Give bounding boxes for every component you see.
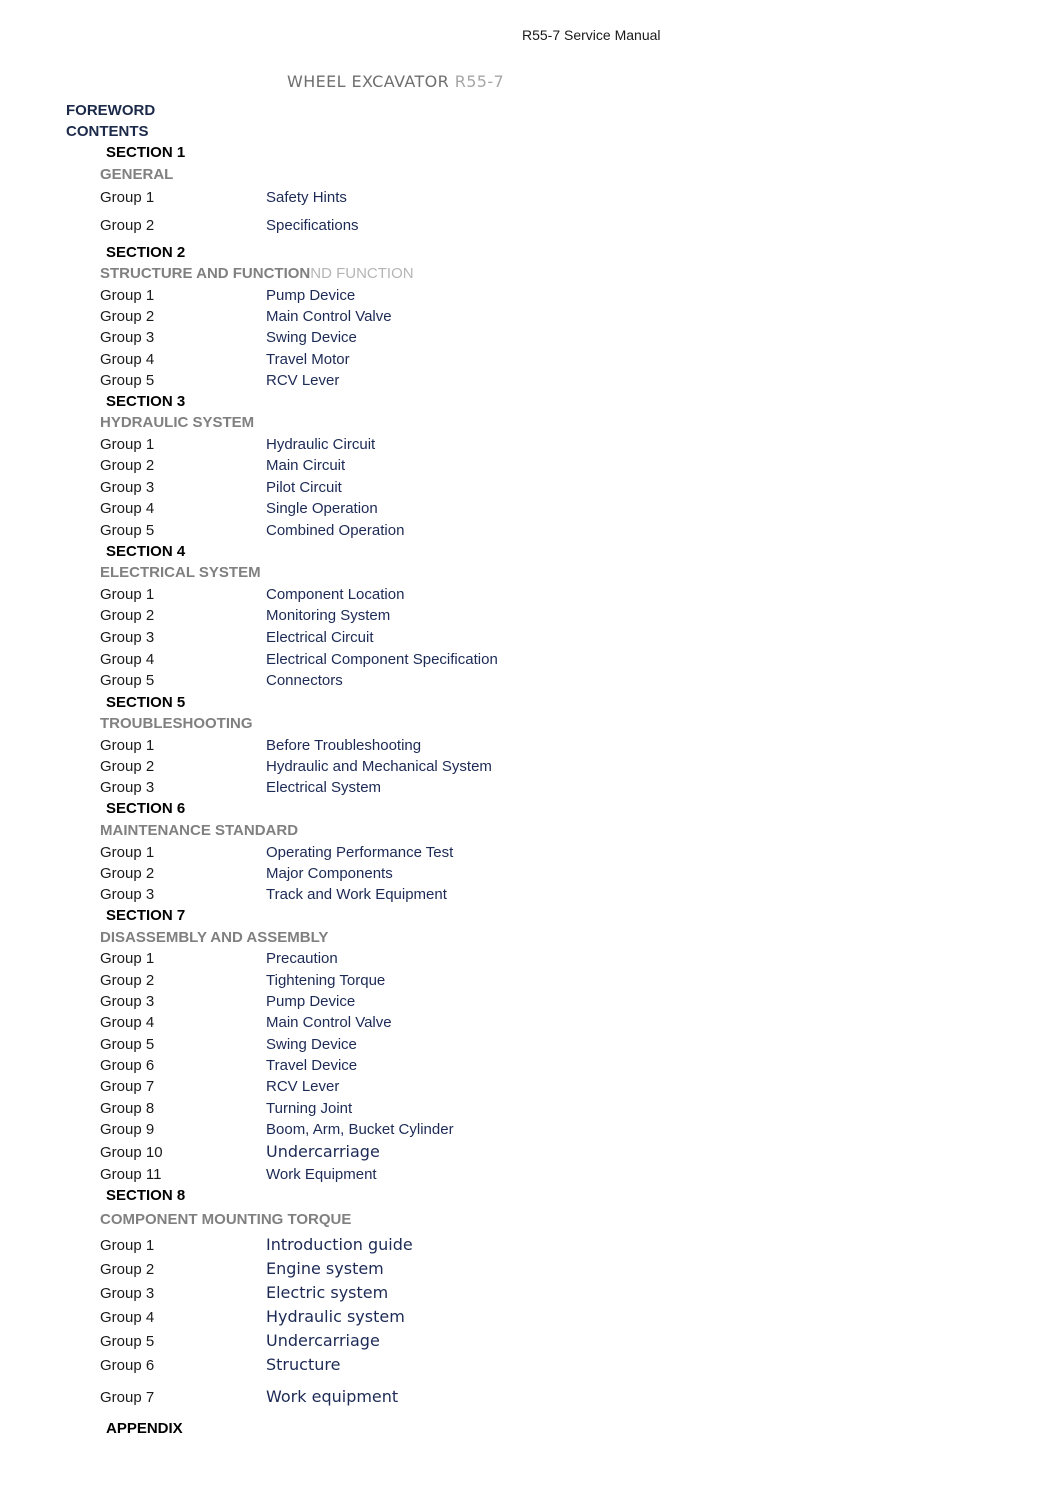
- group-label: Group 3: [100, 329, 155, 346]
- toc-item-link[interactable]: Undercarriage: [266, 1331, 380, 1350]
- section-title-text: GENERAL: [100, 166, 174, 183]
- document-header: R55-7 Service Manual: [522, 27, 661, 43]
- contents-link[interactable]: CONTENTS: [66, 123, 149, 140]
- group-label: Group 7: [100, 1078, 155, 1095]
- section-title[interactable]: [100, 930, 328, 945]
- group-label: Group 2: [100, 308, 155, 325]
- section-title-overlap: ND FUNCTION: [310, 265, 414, 282]
- toc-item-link[interactable]: Before Troubleshooting: [266, 737, 422, 754]
- toc-item-link[interactable]: Travel Motor: [266, 351, 350, 368]
- toc-item-link[interactable]: Boom, Arm, Bucket Cylinder: [266, 1121, 454, 1138]
- page-title-model: R55-7: [454, 72, 505, 91]
- toc-item-link[interactable]: Work equipment: [266, 1387, 399, 1406]
- group-label: Group 5: [100, 1036, 155, 1053]
- section-label[interactable]: SECTION 8: [106, 1187, 186, 1204]
- group-label: Group 1: [100, 287, 155, 304]
- toc-item-link[interactable]: Pump Device: [266, 993, 356, 1010]
- section-label[interactable]: SECTION 2: [106, 244, 186, 261]
- group-label: Group 10: [100, 1144, 163, 1161]
- section-title[interactable]: [100, 266, 414, 281]
- group-label: Group 1: [100, 844, 155, 861]
- toc-item-link[interactable]: Work Equipment: [266, 1166, 377, 1183]
- section-label[interactable]: SECTION 1: [106, 144, 186, 161]
- section-title[interactable]: [100, 565, 261, 580]
- group-label: Group 2: [100, 972, 155, 989]
- section-label[interactable]: SECTION 7: [106, 907, 186, 924]
- toc-item-link[interactable]: Track and Work Equipment: [266, 886, 447, 903]
- group-label: Group 9: [100, 1121, 155, 1138]
- toc-item-link[interactable]: Single Operation: [266, 500, 378, 517]
- toc-item-link[interactable]: Hydraulic and Mechanical System: [266, 758, 492, 775]
- group-label: Group 3: [100, 993, 155, 1010]
- group-label: Group 11: [100, 1166, 162, 1183]
- toc-item-link[interactable]: Operating Performance Test: [266, 844, 454, 861]
- group-label: Group 3: [100, 779, 155, 796]
- toc-item-link[interactable]: Specifications: [266, 217, 359, 234]
- toc-item-link[interactable]: Main Control Valve: [266, 308, 392, 325]
- group-label: Group 4: [100, 1014, 155, 1031]
- section-label[interactable]: SECTION 6: [106, 800, 186, 817]
- group-label: Group 4: [100, 1309, 155, 1326]
- page-title-main: WHEEL EXCAVATOR: [287, 72, 450, 91]
- toc-item-link[interactable]: Precaution: [266, 950, 338, 967]
- section-title-text: ELECTRICAL SYSTEM: [100, 564, 261, 581]
- section-title-text: MAINTENANCE STANDARD: [100, 822, 299, 839]
- appendix-link[interactable]: APPENDIX: [106, 1420, 183, 1437]
- group-label: Group 4: [100, 500, 155, 517]
- group-label: Group 2: [100, 457, 155, 474]
- toc-item-link[interactable]: Component Location: [266, 586, 405, 603]
- toc-item-link[interactable]: RCV Lever: [266, 372, 340, 389]
- group-label: Group 1: [100, 436, 155, 453]
- toc-item-link[interactable]: Structure: [266, 1355, 341, 1374]
- toc-item-link[interactable]: Travel Device: [266, 1057, 358, 1074]
- group-label: Group 1: [100, 1237, 155, 1254]
- toc-item-link[interactable]: Monitoring System: [266, 607, 391, 624]
- section-title-text: COMPONENT MOUNTING TORQUE: [100, 1211, 352, 1228]
- toc-item-link[interactable]: Pilot Circuit: [266, 479, 342, 496]
- group-label: Group 5: [100, 672, 155, 689]
- group-label: Group 3: [100, 1285, 155, 1302]
- toc-item-link[interactable]: Turning Joint: [266, 1100, 353, 1117]
- group-label: Group 5: [100, 372, 155, 389]
- group-label: Group 4: [100, 651, 155, 668]
- section-label[interactable]: SECTION 4: [106, 543, 186, 560]
- toc-item-link[interactable]: Major Components: [266, 865, 393, 882]
- toc-item-link[interactable]: Hydraulic system: [266, 1307, 405, 1326]
- toc-item-link[interactable]: RCV Lever: [266, 1078, 340, 1095]
- group-label: Group 4: [100, 351, 155, 368]
- section-title[interactable]: [100, 415, 254, 430]
- section-title-text: HYDRAULIC SYSTEM: [100, 414, 255, 431]
- section-title[interactable]: [100, 167, 173, 182]
- group-label: Group 1: [100, 189, 155, 206]
- group-label: Group 3: [100, 886, 155, 903]
- section-title-text: STRUCTURE AND FUNCTION: [100, 265, 311, 282]
- toc-item-link[interactable]: Undercarriage: [266, 1142, 380, 1161]
- group-label: Group 5: [100, 1333, 155, 1350]
- toc-item-link[interactable]: Electrical Circuit: [266, 629, 374, 646]
- toc-item-link[interactable]: Electrical Component Specification: [266, 651, 498, 668]
- group-label: Group 1: [100, 950, 155, 967]
- group-label: Group 8: [100, 1100, 155, 1117]
- toc-item-link[interactable]: Combined Operation: [266, 522, 405, 539]
- section-label[interactable]: SECTION 3: [106, 393, 186, 410]
- group-label: Group 6: [100, 1057, 155, 1074]
- toc-item-link[interactable]: Hydraulic Circuit: [266, 436, 376, 453]
- toc-item-link[interactable]: Tightening Torque: [266, 972, 386, 989]
- group-label: Group 1: [100, 737, 155, 754]
- section-title-text: TROUBLESHOOTING: [100, 715, 253, 732]
- group-label: Group 7: [100, 1389, 155, 1406]
- toc-item-link[interactable]: Electrical System: [266, 779, 382, 796]
- group-label: Group 1: [100, 586, 155, 603]
- toc-item-link[interactable]: Introduction guide: [266, 1235, 413, 1254]
- toc-item-link[interactable]: Electric system: [266, 1283, 389, 1302]
- toc-item-link[interactable]: Safety Hints: [266, 189, 347, 206]
- section-title[interactable]: [100, 823, 298, 838]
- section-title[interactable]: [100, 1212, 351, 1227]
- group-label: Group 3: [100, 479, 155, 496]
- section-title[interactable]: [100, 716, 253, 731]
- group-label: Group 5: [100, 522, 155, 539]
- group-label: Group 2: [100, 865, 155, 882]
- toc-item-link[interactable]: Connectors: [266, 672, 343, 689]
- toc-item-link[interactable]: Engine system: [266, 1259, 384, 1278]
- group-label: Group 6: [100, 1357, 155, 1374]
- group-label: Group 2: [100, 607, 155, 624]
- section-title-text: DISASSEMBLY AND ASSEMBLY: [100, 929, 329, 946]
- foreword-link[interactable]: FOREWORD: [66, 102, 156, 119]
- group-label: Group 3: [100, 629, 155, 646]
- page-title: [287, 74, 504, 90]
- group-label: Group 2: [100, 758, 155, 775]
- toc-item-link[interactable]: Main Circuit: [266, 457, 346, 474]
- group-label: Group 2: [100, 1261, 155, 1278]
- toc-item-link[interactable]: Pump Device: [266, 287, 356, 304]
- group-label: Group 2: [100, 217, 155, 234]
- toc-item-link[interactable]: Swing Device: [266, 329, 357, 346]
- toc-item-link[interactable]: Swing Device: [266, 1036, 357, 1053]
- toc-item-link[interactable]: Main Control Valve: [266, 1014, 392, 1031]
- section-label[interactable]: SECTION 5: [106, 694, 186, 711]
